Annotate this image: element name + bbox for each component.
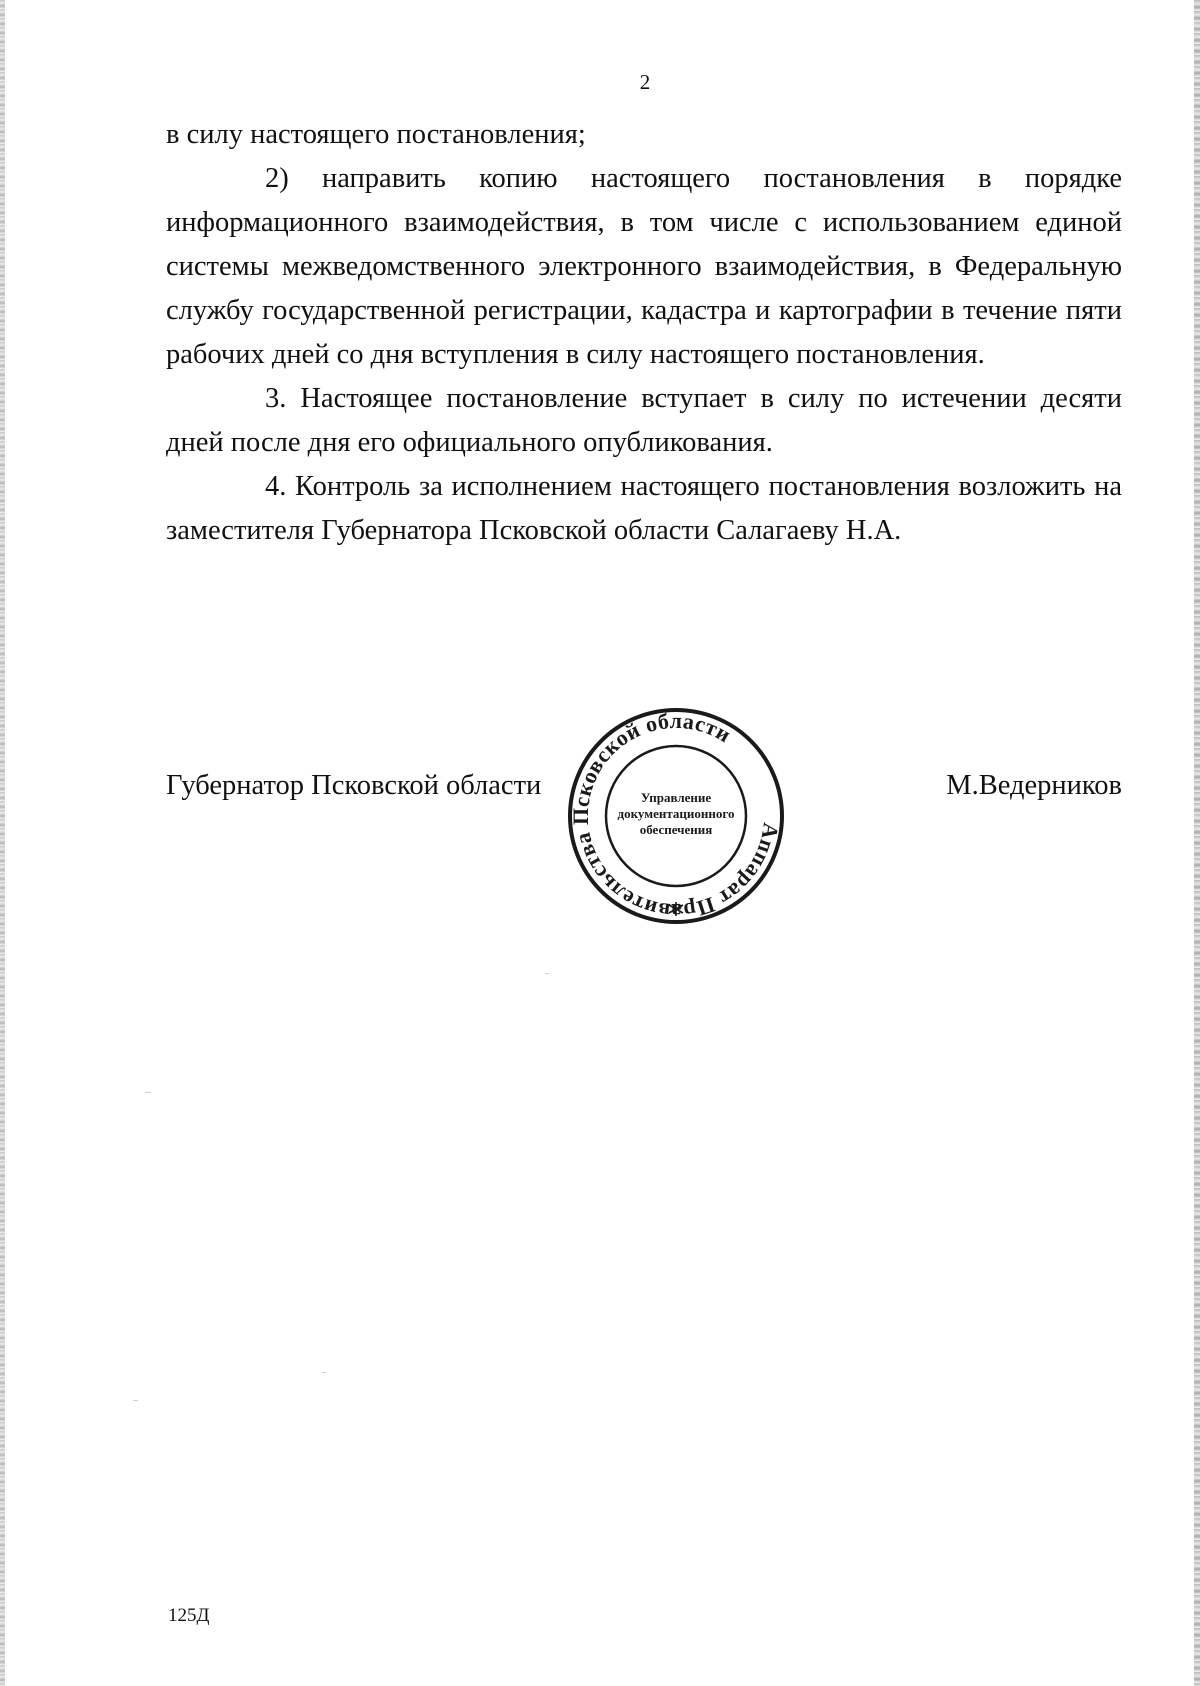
paragraph-0 (166, 113, 1122, 157)
scan-speck (545, 973, 549, 974)
text-line: на заместителя Губернатора Псковской области Салагаеву Н.А. (166, 471, 1122, 546)
seal-outer-text: Аппарат Правительства Псковской области (567, 707, 784, 924)
text-line: информационного взаимодействия, в том числе с использованием единой (166, 207, 1122, 238)
paragraph-1 (166, 157, 1122, 377)
scan-speck (145, 1092, 151, 1093)
seal-inner-line: обеспечения (639, 822, 713, 837)
seal-inner-line: документационного (617, 806, 735, 821)
scan-speck (322, 1372, 326, 1373)
document-body (166, 113, 1122, 553)
text-line: настоящего постановления. (649, 339, 985, 370)
text-line: 4. Контроль за исполнением настоящего постановления возложить (265, 471, 1086, 502)
text-line: и картографии в течение пяти рабочих дней со дня вступления в силу (166, 295, 1122, 370)
signatory-position: Губернатор Псковской области (166, 770, 542, 801)
page-number: 2 (639, 70, 651, 94)
official-seal (565, 705, 787, 927)
scan-speck (133, 1400, 138, 1401)
text-line: 2) направить копию настоящего постановления в порядке (265, 163, 1122, 194)
paragraph-2 (166, 377, 1122, 465)
scan-edge-right (1194, 0, 1200, 1686)
text-line: дней после дня его официального опубликования. (166, 427, 773, 458)
text-line: 3. Настоящее постановление вступает в силу по истечении десяти (265, 383, 1122, 414)
paragraph-3 (166, 465, 1122, 553)
text-line: системы межведомственного электронного взаимодействия, (166, 251, 916, 282)
scan-edge-left (0, 0, 5, 1686)
footer-code: 125Д (168, 1605, 210, 1626)
signatory-name: М.Ведерников (946, 770, 1122, 801)
seal-inner-line: Управление (640, 790, 712, 805)
text-line: в Федеральную службу государственной регистрации, кадастра (166, 251, 1123, 326)
text-line: в силу настоящего постановления; (166, 119, 586, 150)
